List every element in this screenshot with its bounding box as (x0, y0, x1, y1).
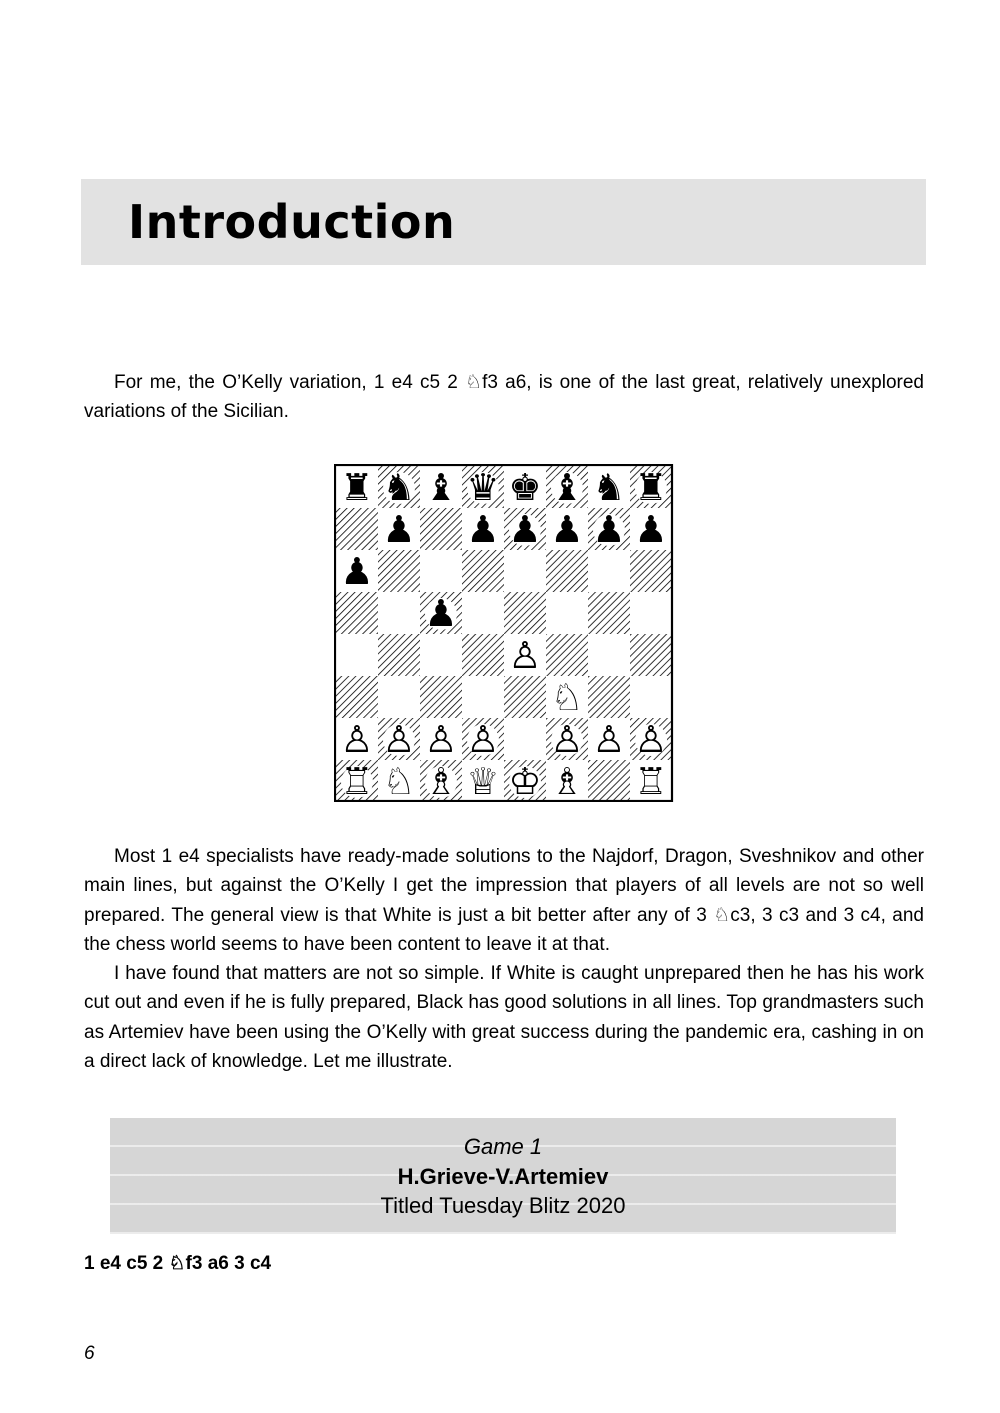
white-pawn-icon: ♙ (466, 718, 500, 761)
white-knight-icon: ♘ (550, 676, 584, 719)
black-rook-icon: ♜ (340, 466, 374, 509)
square-g3 (588, 676, 630, 718)
matters-paragraph: I have found that matters are not so simple. If White is caught unprepared then he has his work cut out and even if he is fully prepared, Black has good solutions in all lines. Top grandmasters such as Artemiev have been using the O’Kelly with great success during the pandemic era, cashing in on a direct lack of knowledge. Let me illustrate. (84, 963, 924, 1072)
game-number: Game 1 (463, 1134, 543, 1159)
square-g4 (588, 634, 630, 676)
white-pawn-icon: ♙ (424, 718, 458, 761)
square-h4 (630, 634, 672, 676)
black-bishop-icon: ♝ (550, 466, 584, 509)
square-b5 (378, 592, 420, 634)
black-knight-icon: ♞ (592, 466, 626, 509)
black-pawn-icon: ♟ (592, 508, 626, 551)
square-a7 (336, 508, 378, 550)
square-c7 (420, 508, 462, 550)
square-c6 (420, 550, 462, 592)
white-pawn-icon: ♙ (592, 718, 626, 761)
square-e2 (504, 718, 546, 760)
square-b3 (378, 676, 420, 718)
square-a4 (336, 634, 378, 676)
black-bishop-icon: ♝ (424, 466, 458, 509)
black-pawn-icon: ♟ (340, 550, 374, 593)
chapter-heading-band (81, 179, 926, 265)
white-bishop-icon: ♗ (424, 760, 458, 802)
black-pawn-icon: ♟ (634, 508, 668, 551)
square-g6 (588, 550, 630, 592)
black-pawn-icon: ♟ (508, 508, 542, 551)
white-rook-icon: ♖ (340, 760, 374, 802)
game-event: Titled Tuesday Blitz 2020 (380, 1193, 626, 1218)
white-queen-icon: ♕ (466, 760, 500, 802)
page-number: 6 (84, 1343, 95, 1364)
white-pawn-icon: ♙ (340, 718, 374, 761)
intro-paragraph: For me, the O’Kelly variation, 1 e4 c5 2 ♘f3 a6, is one of the last great, relatively unexplored variations of the Sicilian. (84, 372, 924, 423)
square-d4 (462, 634, 504, 676)
chapter-title: Introduction (128, 195, 456, 249)
game-players: H.Grieve-V.Artemiev (397, 1163, 609, 1189)
square-g5 (588, 592, 630, 634)
square-h6 (630, 550, 672, 592)
square-a5 (336, 592, 378, 634)
game-header-box (110, 1118, 896, 1234)
white-bishop-icon: ♗ (550, 760, 584, 802)
black-pawn-icon: ♟ (424, 592, 458, 635)
square-h3 (630, 676, 672, 718)
square-f5 (546, 592, 588, 634)
black-pawn-icon: ♟ (466, 508, 500, 551)
square-e5 (504, 592, 546, 634)
white-pawn-icon: ♙ (382, 718, 416, 761)
square-e6 (504, 550, 546, 592)
white-king-icon: ♔ (508, 760, 542, 802)
chess-diagram (334, 464, 674, 802)
black-knight-icon: ♞ (382, 466, 416, 509)
square-b6 (378, 550, 420, 592)
square-f4 (546, 634, 588, 676)
black-pawn-icon: ♟ (382, 508, 416, 551)
white-knight-icon: ♘ (382, 760, 416, 802)
square-c3 (420, 676, 462, 718)
white-pawn-icon: ♙ (508, 634, 542, 677)
square-f6 (546, 550, 588, 592)
square-d6 (462, 550, 504, 592)
main-lines-paragraph: Most 1 e4 specialists have ready-made solutions to the Najdorf, Dragon, Sveshnikov and other main lines, but against the O’Kelly I get the impression that players of all levels are not so well prepared. The general view is that White is just a bit better after any of 3 ♘c3, 3 c3 and 3 c4, and the chess world seems to have been content to leave it at that. (84, 846, 924, 955)
black-rook-icon: ♜ (634, 466, 668, 509)
black-pawn-icon: ♟ (550, 508, 584, 551)
black-queen-icon: ♛ (466, 466, 500, 509)
square-c4 (420, 634, 462, 676)
white-pawn-icon: ♙ (634, 718, 668, 761)
square-b4 (378, 634, 420, 676)
game-moves: 1 e4 c5 2 ♘f3 a6 3 c4 (84, 1253, 272, 1274)
square-d5 (462, 592, 504, 634)
square-d3 (462, 676, 504, 718)
black-king-icon: ♚ (508, 466, 542, 509)
white-pawn-icon: ♙ (550, 718, 584, 761)
square-e3 (504, 676, 546, 718)
square-h5 (630, 592, 672, 634)
white-rook-icon: ♖ (634, 760, 668, 802)
square-a3 (336, 676, 378, 718)
square-g1 (588, 760, 630, 802)
